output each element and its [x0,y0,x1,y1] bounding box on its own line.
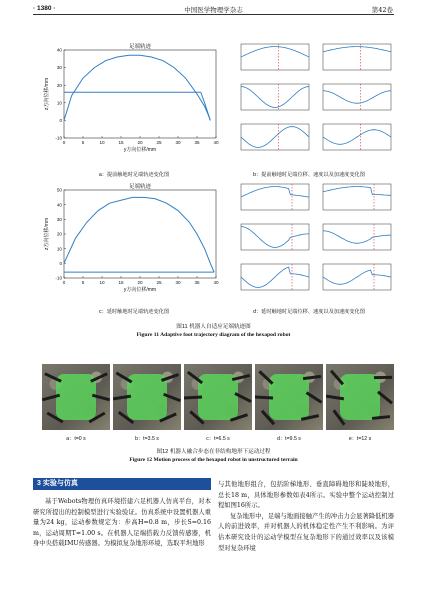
y-axis-label: z方向位移/mm [44,217,50,251]
frame-photo-a [42,364,110,430]
subplot-frame [323,84,391,110]
x-tick-label: 35 [194,280,200,285]
y-tick-label: 30 [56,216,62,222]
frame-label-a: a：t=0 s [66,436,86,442]
curve-line [323,187,391,196]
x-tick-label: 5 [81,140,85,145]
panel-caption-d: d：延时触地时足端位移、速度以及加速度变化图 [253,309,365,315]
curve-line [241,127,309,148]
curve-line [241,87,309,108]
curve-line [323,231,391,243]
plot-frame [64,190,216,278]
x-tick-label: 0 [62,140,66,145]
x-tick-label: 0 [62,280,66,285]
volume-label: 第42卷 [371,6,393,14]
plot-frame [64,50,216,138]
figure12-caption-cn: 图12 机器人融合步态在非结构地形下运动过程 [156,449,271,455]
trajectory-line [64,55,210,120]
frame-photo-d [255,364,323,430]
journal-title: 中国医学物理学杂志 [184,6,243,14]
x-tick-label: 10 [99,140,105,145]
frame-label-e: e：t=12 s [348,436,372,442]
robot-image [340,374,380,420]
header-rule [33,14,394,15]
frame-label-b: b：t=3.5 s [135,436,159,442]
curve-line [241,227,309,248]
figure12-caption-en: Figure 12 Motion process of the hexapod robot in unstructured terrain [129,457,298,463]
trajectory-chart-a [40,40,228,160]
subplot-frame [323,44,391,70]
x-tick-label: 25 [156,280,162,285]
robot-image [269,374,309,420]
x-tick-label: 20 [137,140,143,145]
subplot-frame [241,44,309,70]
curve-line [323,47,391,52]
x-axis-label: y方向位移/mm [123,147,157,153]
curve-line [323,91,391,103]
curve-line [241,267,309,287]
subplot-frame [241,84,309,110]
subplot-frame [323,224,391,250]
y-tick-label: 0 [59,260,62,266]
x-tick-label: 15 [118,140,124,145]
y-tick-label: 50 [56,187,62,193]
y-tick-label: 40 [56,202,62,208]
x-tick-label: 10 [99,280,105,285]
x-tick-label: 5 [81,280,85,285]
y-axis-label: z方向位移/mm [44,77,50,111]
frame-label-c: c：t=6.5 s [206,436,230,442]
displacement-velocity-chart-b [225,40,393,162]
x-axis-label: y方向位移/mm [123,287,157,293]
x-tick-label: 40 [213,280,219,285]
y-tick-label: -10 [55,275,62,281]
x-tick-label: 20 [137,280,143,285]
chart-title: 足端轨迹 [128,44,152,50]
x-tick-label: 35 [194,140,200,145]
x-tick-label: 30 [175,280,181,285]
subplot-frame [241,224,309,250]
frame-photo-c [184,364,252,430]
curve-line [241,47,309,57]
trajectory-chart-c [40,180,228,302]
y-tick-label: 30 [56,65,62,71]
subplot-frame [323,184,391,210]
y-tick-label: 20 [56,82,62,88]
frame-label-d: d：t=9.5 s [277,436,301,442]
section-heading: 3 实验与仿真 [33,478,211,490]
y-tick-label: 10 [56,246,62,252]
panel-caption-b: b：提前触地时足端位移、速度以及加速度变化图 [253,172,365,178]
x-tick-label: 30 [175,140,181,145]
x-tick-label: 15 [118,280,124,285]
frame-photo-e [326,364,394,430]
trajectory-line [201,92,211,120]
y-tick-label: 0 [59,118,62,123]
figure11-caption-cn: 图11 机器人自适应足端轨迹图 [176,324,251,330]
left-column [33,497,211,550]
x-tick-label: 25 [156,140,162,145]
page-header [0,0,427,18]
y-tick-label: 20 [56,231,62,237]
body-paragraph: 基于Webots物理仿真环境搭建六足机器人仿真平台，对本研究所提出的控制模型进行实验验证。仿真系统中设置机器人重量为24 kg，运动参数规定为：步高H=0.8 m，步长S=0.16 m，运动周期T=1.00 s。在机器人足端搭载力反馈传感器，机身中央搭载IMU传感器。为模拟复杂地形环境，选取平坦地形 [33,498,211,548]
frame-photo-b [113,364,181,430]
panel-caption-c: c：延时触地时足端轨迹变化图 [98,309,170,315]
chart-title: 足端轨迹 [128,184,152,190]
y-tick-label: 40 [56,47,62,53]
page-number: · 1380 · [33,5,56,12]
body-paragraph: 复杂地形中，足端与地面接触产生的冲击力会显著降低机器人的前进效率，并对机器人的机体稳定性产生不利影响。为评估本研究设计的运动学模型在复杂地形下的通过效率以及该模型对复杂环境 [218,512,394,552]
robot-leg [374,376,392,379]
body-paragraph: 与其他地形组合，包括阶梯地形、垂直障碍地形和陡坡地形，总长18 m，具体地形参数如表4所示。实验中整个运动控制过程如图16所示。 [218,481,394,510]
displacement-velocity-chart-d [225,180,393,302]
curve-line [241,187,309,197]
y-tick-label: 10 [56,100,62,106]
figure11-caption-en: Figure 11 Adaptive foot trajectory diagram of the hexapod robot [136,332,291,338]
curve-line [323,270,391,284]
trajectory-line [64,197,214,272]
subplot-frame [241,184,309,210]
x-tick-label: 40 [213,140,219,145]
right-column [218,480,394,554]
y-tick-label: -10 [55,135,62,141]
curve-line [323,130,391,145]
panel-caption-a: a：提前触地时足端轨迹变化图 [98,172,170,178]
